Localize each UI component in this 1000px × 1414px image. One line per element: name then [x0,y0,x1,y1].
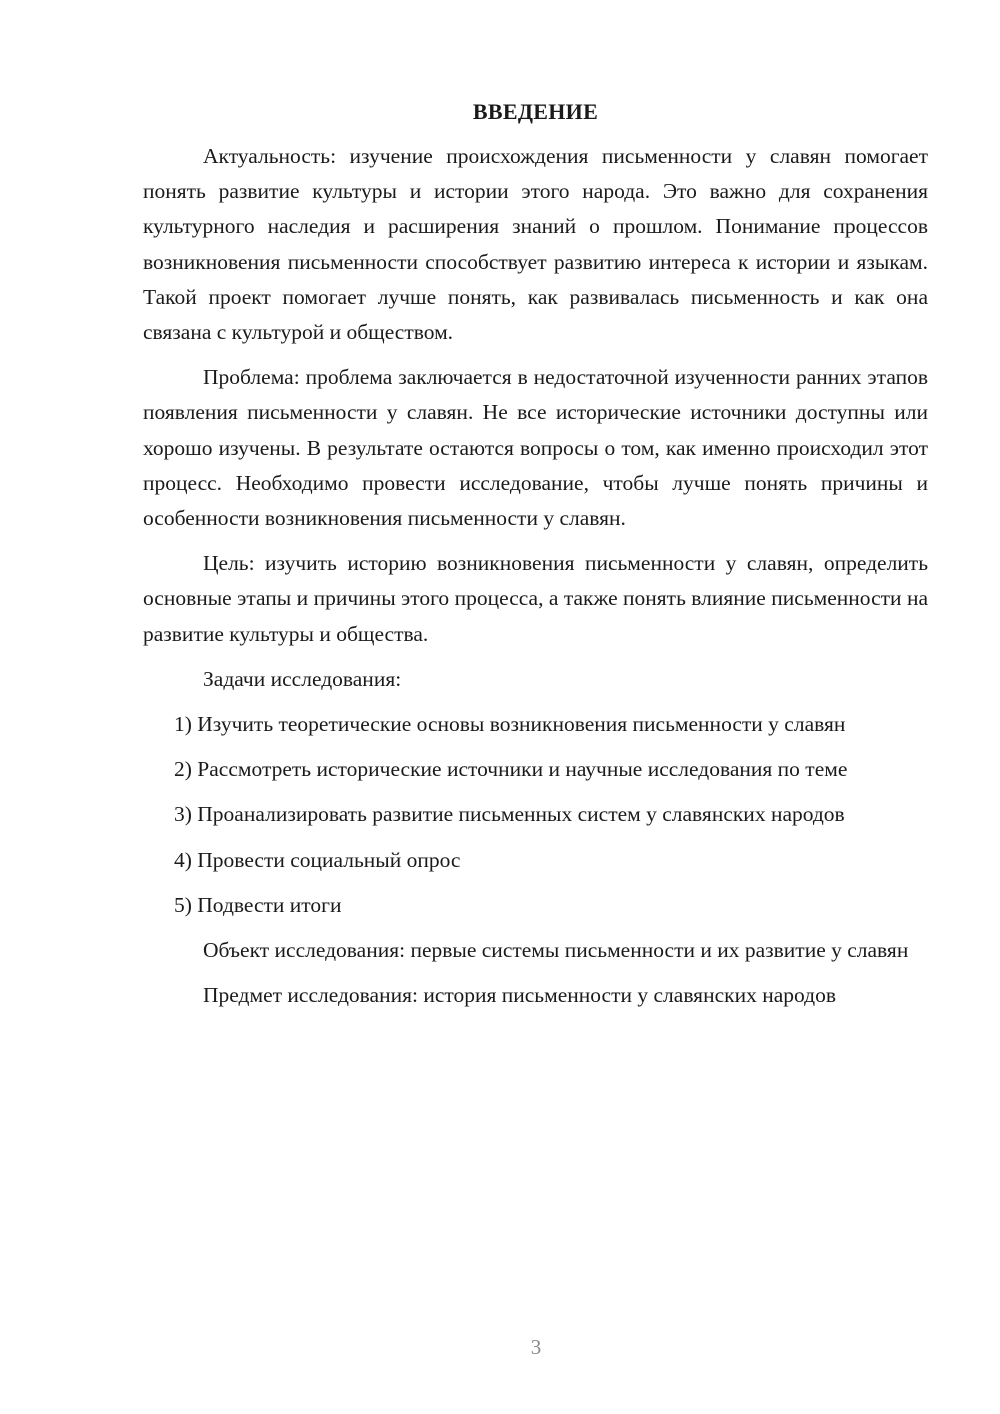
task-item-2: 2) Рассмотреть исторические источники и научные исследования по теме [174,757,848,782]
research-subject-paragraph: Предмет исследования: история письменности у славянских народов [203,983,836,1008]
task-item-5: 5) Подвести итоги [174,892,342,917]
problem-paragraph: Проблема: проблема заключается в недостаточной изученности ранних этапов появления письменности у славян. Не все исторические источники доступны или хорошо изучены. В результате остаются вопросы о том, как именно происходил этот процесс. Необходимо провести исследование, чтобы лучше понять причины и особенности возникновения письменности у славян. [143,365,928,531]
page-content [143,94,928,1023]
task-item-1: 1) Изучить теоретические основы возникновения письменности у славян [174,712,846,737]
research-object-paragraph: Объект исследования: первые системы письменности и их развитие у славян [203,938,909,963]
task-item-4: 4) Провести социальный опрос [174,847,461,872]
relevance-paragraph: Актуальность: изучение происхождения письменности у славян помогает понять развитие культуры и истории этого народа. Это важно для сохранения культурного наследия и расширения знаний о прошлом. Понимание процессов возникновения письменности способствует развитию интереса к истории и языкам. Такой проект помогает лучше понять, как развивалась письменность и как она связана с культурой и обществом. [143,144,928,345]
page-title: ВВЕДЕНИЕ [472,99,599,124]
goal-paragraph: Цель: изучить историю возникновения письменности у славян, определить основные этапы и причины этого процесса, а также понять влияние письменности на развитие культуры и общества. [143,551,928,646]
task-item-3: 3) Проанализировать развитие письменных систем у славянских народов [174,802,845,827]
page-number: 3 [530,1335,542,1359]
tasks-heading: Задачи исследования: [203,666,402,691]
